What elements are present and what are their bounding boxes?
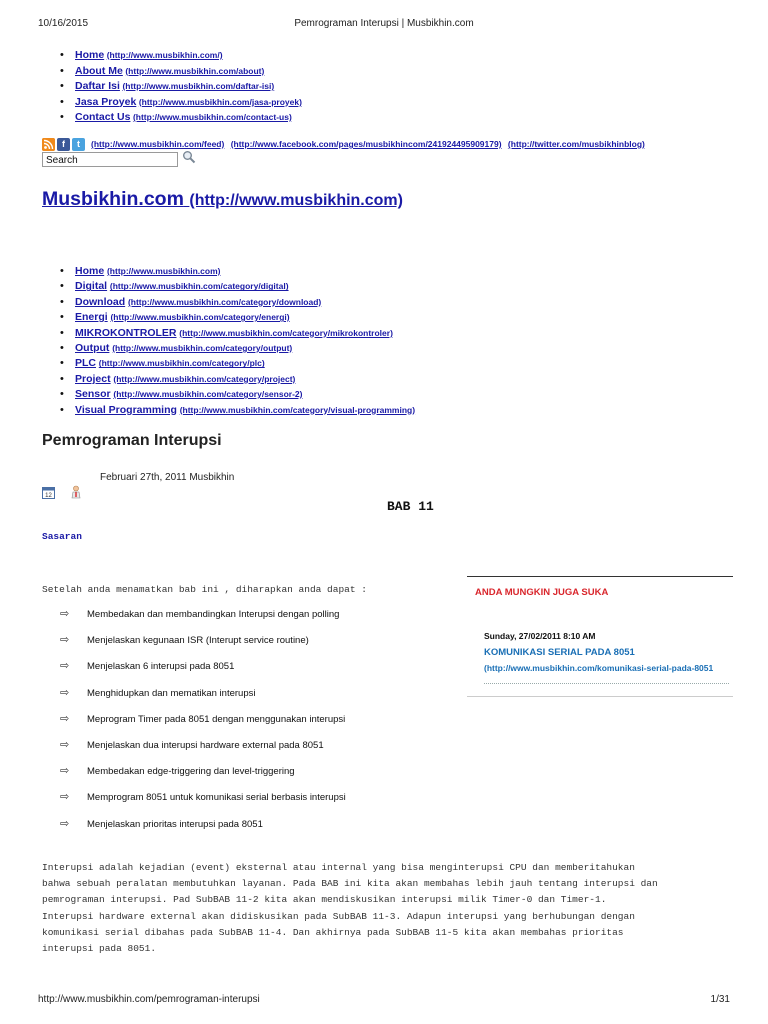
objective-text: Menghidupkan dan mematikan interupsi [87,687,256,699]
nav-url[interactable]: (http://www.musbikhin.com/contact-us) [132,112,292,122]
arrow-icon: ⇨ [60,712,70,725]
category-url[interactable]: (http://www.musbikhin.com/category/visual-programming) [179,404,416,415]
arrow-icon: ⇨ [60,686,70,699]
arrow-icon: ⇨ [60,660,70,673]
paragraph-line: Interupsi adalah kejadian (event) eksternal atau internal yang bisa menginterupsi CPU dan memberitahukan [42,862,635,873]
list-item [60,687,420,713]
category-item-output[interactable] [60,341,415,356]
print-header [38,18,730,32]
list-item [60,765,420,791]
category-label[interactable]: MIKROKONTROLER [75,326,177,339]
nav-label[interactable]: Daftar Isi [75,80,120,92]
print-page-title: Pemrograman Interupsi | Musbikhin.com [294,18,474,29]
arrow-icon: ⇨ [60,765,70,778]
category-nav [60,264,415,418]
facebook-link[interactable]: (http://www.facebook.com/pages/musbikhincom/241924495909179) [230,139,502,149]
nav-label[interactable]: Home [75,49,105,61]
category-item-home[interactable] [60,264,415,279]
category-label[interactable]: PLC [75,357,96,370]
category-url[interactable]: (http://www.musbikhin.com) [106,266,221,276]
facebook-icon[interactable]: f [57,138,70,151]
twitter-icon[interactable]: t [72,138,85,151]
top-nav [60,48,302,126]
site-title[interactable] [42,188,403,211]
arrow-icon: ⇨ [60,738,70,751]
objective-text: Memprogram 8051 untuk komunikasi serial berbasis interupsi [87,792,346,804]
search-input[interactable]: Search [42,152,178,167]
top-nav-item-home[interactable] [60,48,302,64]
category-url[interactable]: (http://www.musbikhin.com/category/digital) [109,281,289,292]
nav-url[interactable]: (http://www.musbikhin.com/jasa-proyek) [138,96,302,107]
section-heading: Sasaran [42,531,82,542]
arrow-icon: ⇨ [60,791,70,804]
related-post-title[interactable]: KOMUNIKASI SERIAL PADA 8051 [484,647,635,658]
calendar-icon [42,486,55,499]
arrow-icon: ⇨ [60,817,70,830]
category-item-plc[interactable] [60,356,415,371]
category-url[interactable]: (http://www.musbikhin.com/category/plc) [98,358,265,369]
paragraph-line: komunikasi serial dibahas pada SubBAB 11-4. Dan akhirnya pada SubBAB 11-5 kita akan membahas prioritas [42,926,624,938]
list-item [60,739,420,765]
arrow-icon: ⇨ [60,608,70,620]
category-url[interactable]: (http://www.musbikhin.com/category/sensor-2) [113,389,303,400]
category-label[interactable]: Project [75,372,111,385]
print-date: 10/16/2015 [38,18,89,29]
social-url-list [91,139,649,149]
category-url[interactable]: (http://www.musbikhin.com/category/energi) [110,312,290,323]
post-meta: Februari 27th, 2011 Musbikhin [100,472,235,483]
nav-label[interactable]: About Me [75,64,123,77]
nav-label[interactable]: Contact Us [75,111,131,123]
user-icon [70,485,82,499]
objectives-list [60,608,420,844]
top-nav-item-jasa-proyek[interactable] [60,95,302,111]
rss-icon[interactable] [42,138,55,151]
paragraph-line: interupsi pada 8051. [42,943,157,955]
page-number: 1/31 [710,994,730,1005]
twitter-link[interactable]: (http://twitter.com/musbikhinblog) [507,139,645,149]
objective-text: Menjelaskan 6 interupsi pada 8051 [87,661,235,673]
category-label[interactable]: Energi [75,311,108,324]
list-item [60,818,420,844]
objective-text: Membedakan edge-triggering dan level-triggering [87,766,295,778]
related-posts-widget [467,576,733,673]
category-item-energi[interactable] [60,310,415,325]
arrow-icon: ⇨ [60,634,70,647]
nav-url[interactable]: (http://www.musbikhin.com/) [106,50,223,60]
top-nav-item-daftar-isi[interactable] [60,79,302,95]
site-url[interactable]: (http://www.musbikhin.com) [189,192,403,209]
list-item [60,608,420,634]
related-post-date: Sunday, 27/02/2011 8:10 AM [484,631,596,641]
category-label[interactable]: Download [75,295,126,308]
category-label[interactable]: Output [75,341,110,354]
category-item-digital[interactable] [60,279,415,294]
site-name[interactable]: Musbikhin.com [42,188,184,210]
post-title: Pemrograman Interupsi [42,432,222,449]
category-item-sensor[interactable] [60,387,415,402]
category-label[interactable]: Digital [75,280,108,293]
category-url[interactable]: (http://www.musbikhin.com/category/mikrokontroler) [179,327,393,338]
widget-divider [467,576,733,577]
objective-text: Meprogram Timer pada 8051 dengan menggunakan interupsi [87,713,346,725]
related-post-url[interactable]: (http://www.musbikhin.com/komunikasi-serial-pada-8051 [484,663,714,673]
body-paragraph [42,860,732,957]
paragraph-line: pemrograman interupsi. Pad SubBAB 11-2 kita akan mendiskusikan interupsi milik Timer-0 dan Timer-1. [42,894,607,906]
list-item [60,634,420,660]
top-nav-item-contact[interactable] [60,110,302,126]
category-item-mikrokontroler[interactable] [60,326,415,341]
objective-text: Menjelaskan dua interupsi hardware external pada 8051 [87,739,324,751]
category-item-download[interactable] [60,295,415,310]
category-label[interactable]: Visual Programming [75,403,177,416]
svg-text:12: 12 [45,493,52,499]
dotted-divider [484,683,729,684]
intro-text: Setelah anda menamatkan bab ini , diharapkan anda dapat : [42,584,367,595]
objective-text: Menjelaskan kegunaan ISR (Interupt service routine) [87,635,309,647]
top-nav-item-about[interactable] [60,64,302,80]
feed-link[interactable]: (http://www.musbikhin.com/feed) [91,139,225,149]
widget-divider [467,696,733,697]
social-links [42,137,649,151]
category-url[interactable]: (http://www.musbikhin.com/category/output) [112,342,293,353]
category-item-project[interactable] [60,372,415,387]
chapter-heading: BAB 11 [387,499,434,514]
list-item [60,791,420,817]
print-footer-url: http://www.musbikhin.com/pemrograman-interupsi [38,994,260,1005]
category-label[interactable]: Sensor [75,388,111,401]
category-url[interactable]: (http://www.musbikhin.com/category/download) [127,296,322,307]
objective-text: Membedakan dan membandingkan Interupsi dengan polling [87,609,340,620]
category-item-visual-programming[interactable] [60,403,415,418]
nav-url[interactable]: (http://www.musbikhin.com/about) [125,65,265,76]
search-icon[interactable] [182,150,196,164]
print-footer [38,994,730,1008]
nav-url[interactable]: (http://www.musbikhin.com/daftar-isi) [122,81,275,91]
list-item [60,713,420,739]
list-item [60,660,420,686]
category-url[interactable]: (http://www.musbikhin.com/category/project) [113,373,296,384]
paragraph-line: bahwa sebuah peralatan membutuhkan layanan. Pada BAB ini kita akan membahas lebih jauh tentang interupsi dan [42,878,658,890]
objective-text: Menjelaskan prioritas interupsi pada 8051 [87,818,263,830]
category-label[interactable]: Home [75,265,105,277]
related-posts-heading: ANDA MUNGKIN JUGA SUKA [475,587,609,598]
nav-label[interactable]: Jasa Proyek [75,95,137,108]
paragraph-line: Interupsi hardware external akan didiskusikan pada SubBAB 11-3. Adapun interupsi yang berhubungan dengan [42,910,635,922]
